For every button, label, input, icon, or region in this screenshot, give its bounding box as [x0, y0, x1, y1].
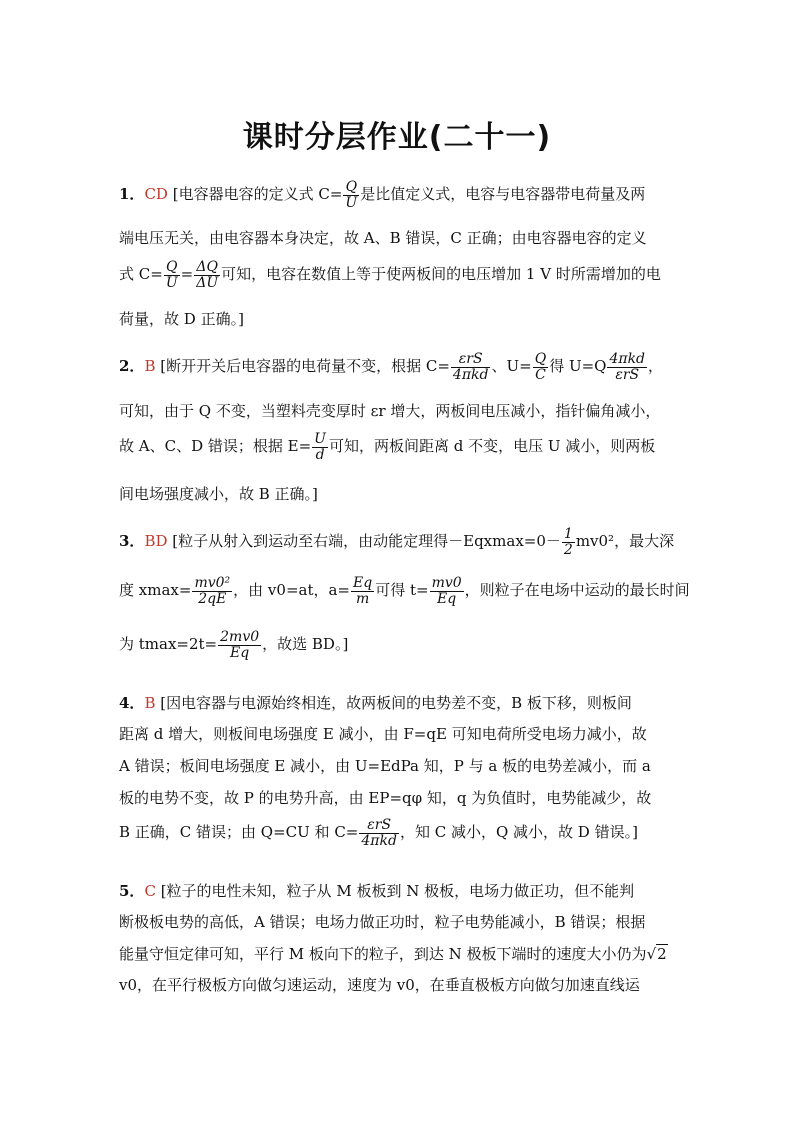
q3-f2-num: mv0² — [194, 575, 231, 591]
q5-text: [粒子的电性未知，粒子从 M 板板到 N 极板，电场力做正功，但不能判 — [160, 882, 635, 900]
q1-answer: CD — [144, 185, 168, 204]
q1-f3-den: ΔU — [196, 274, 219, 291]
q2-f3-num: 4πkd — [609, 351, 646, 367]
q4-line-2: 距离 d 增大，则板间电场强度 E 减小，由 F=qE 可知电荷所受电场力减小，故 — [119, 725, 647, 743]
q4-answer: B — [144, 694, 156, 712]
q3-f4-num: mv0 — [431, 575, 462, 591]
q4-line-5 — [119, 818, 679, 848]
q3-text: 为 tmax=2t= — [119, 635, 218, 654]
q2-answer: B — [144, 357, 156, 376]
q2-line-2: 可知，由于 Q 不变，当塑料壳变厚时 εr 增大，两板间电压减小，指针偏角减小， — [119, 402, 661, 420]
q1-f1-num: Q — [343, 180, 359, 196]
q1-f1-den: U — [345, 194, 358, 211]
q3-f2-den: 2qE — [198, 590, 227, 607]
q3-line-2 — [119, 575, 690, 607]
q4-f1-den: 4πkd — [361, 832, 397, 849]
q3-f5-den: Eq — [230, 644, 250, 661]
q1-f2-den: U — [165, 274, 178, 291]
q3-fraction-3 — [351, 576, 374, 606]
q2-line-1 — [119, 352, 679, 382]
q3-text: mv0²，最大深 — [575, 532, 675, 551]
q2-line-4: 间电场强度减小，故 B 正确。] — [119, 485, 318, 503]
q1-number: 1． — [119, 185, 145, 204]
q1-line-1 — [119, 180, 679, 210]
q2-text: [断开开关后电容器的电荷量不变，根据 C= — [160, 357, 450, 376]
sqrt-radicand: 2 — [657, 945, 667, 963]
q1-fraction-dq-du — [194, 260, 220, 290]
q5-line-1 — [119, 880, 679, 901]
q2-f2-num: Q — [534, 351, 547, 367]
q5-text: 能量守恒定律可知，平行 M 板向下的粒子，到达 N 极板下端时的速度大小仍为 — [119, 945, 647, 963]
q5-number: 5． — [119, 882, 145, 900]
q3-f1-num: 1 — [563, 526, 573, 542]
sqrt-symbol: √2 — [646, 945, 667, 963]
q5-line-4: v0，在平行极板方向做匀速运动，速度为 v0，在垂直极板方向做匀加速直线运 — [119, 976, 640, 994]
q4-line-4: 板的电势不变，故 P 的电势升高，由 EP=qφ 知，q 为负值时，电势能减少，故 — [119, 789, 652, 807]
q1-line-2: 端电压无关，由电容器本身决定，故 A、B 错误，C 正确；由电容器电容的定义 — [119, 229, 647, 247]
q2-f1-num: εrS — [451, 352, 491, 368]
page-title: 课时分层作业(二十一) — [242, 120, 552, 155]
q2-fraction-3 — [607, 352, 647, 382]
q5-line-2: 断极板电势的高低，A 错误；电场力做正功时，粒子电势能减小，B 错误；根据 — [119, 913, 646, 931]
q2-fraction-4 — [312, 432, 328, 462]
q4-text: ，知 C 减小，Q 减小，故 D 错误。] — [399, 823, 638, 842]
q4-text: B 正确，C 错误；由 Q=CU 和 C= — [119, 823, 359, 842]
q1-text: [电容器电容的定义式 C= — [172, 185, 343, 204]
q2-f4-num: U — [314, 431, 326, 447]
q4-text: [因电容器与电源始终相连，故两板间的电势差不变，B 板下移，则板间 — [160, 694, 632, 712]
q2-f3-den: εrS — [615, 366, 640, 383]
q3-text: 可得 t= — [375, 581, 429, 600]
q2-number: 2． — [119, 357, 145, 376]
q2-f1-den: 4πkd — [452, 366, 489, 383]
q3-text: ，则粒子在电场中运动的最长时间 — [464, 581, 690, 600]
q3-text: 度 xmax= — [119, 581, 192, 600]
q1-text: 是比值定义式，电容与电容器带电荷量及两 — [360, 185, 646, 204]
q2-fraction-2 — [533, 352, 548, 382]
q4-line-3: A 错误；板间电场强度 E 减小，由 U=EdPa 知，P 与 a 板的电势差减小，而 a — [119, 757, 651, 775]
q1-f2-num: Q — [164, 260, 180, 276]
q4-line-1 — [119, 692, 679, 713]
q2-f2-den: C — [535, 366, 546, 383]
q4-f1-num: εrS — [359, 818, 399, 834]
q3-number: 3． — [119, 532, 145, 551]
q4-number: 4． — [119, 694, 145, 712]
q3-text: ，由 v0=at，a= — [233, 581, 350, 600]
q1-f3-num: ΔQ — [194, 260, 220, 276]
q2-text: ， — [648, 357, 664, 376]
q3-f4-den: Eq — [437, 590, 457, 607]
q2-text: 、U= — [491, 357, 532, 376]
q5-line-3 — [119, 943, 679, 964]
q4-fraction-1 — [359, 818, 399, 848]
q5-answer: C — [144, 882, 156, 900]
q2-text: 得 U=Q — [549, 357, 607, 376]
q3-answer: BD — [144, 532, 168, 551]
q1-text: 式 C= — [119, 265, 163, 284]
q3-f3-den: m — [355, 590, 370, 607]
q3-line-3 — [119, 630, 679, 660]
q3-text: [粒子从射入到运动至右端，由动能定理得－Eqxmax=0－ — [172, 532, 561, 551]
q3-fraction-4 — [430, 576, 464, 606]
q2-fraction-1 — [451, 352, 491, 382]
q1-line-4: 荷量，故 D 正确。] — [119, 310, 244, 328]
q1-line-3 — [119, 260, 679, 290]
q1-text: 可知，电容在数值上等于使两板间的电压增加 1 V 时所需增加的电 — [221, 265, 661, 284]
q2-f4-den: d — [315, 446, 325, 463]
q2-text: 可知，两板间距离 d 不变，电压 U 减小，则两板 — [328, 437, 656, 456]
q3-text: ，故选 BD。] — [262, 635, 349, 654]
q2-line-3 — [119, 432, 679, 462]
q1-equals: = — [180, 265, 194, 284]
q3-fraction-1 — [562, 527, 575, 557]
q3-f3-num: Eq — [353, 575, 373, 591]
q3-f1-den: 2 — [563, 541, 573, 558]
q3-line-1 — [119, 527, 679, 557]
q2-text: 故 A、C、D 错误；根据 E= — [119, 437, 312, 456]
q1-fraction-q-u-2 — [164, 260, 180, 290]
q3-f5-num: 2mv0 — [220, 629, 260, 645]
q3-fraction-5 — [218, 630, 261, 660]
q3-fraction-2 — [192, 576, 232, 606]
q1-fraction-q-u — [343, 180, 359, 210]
